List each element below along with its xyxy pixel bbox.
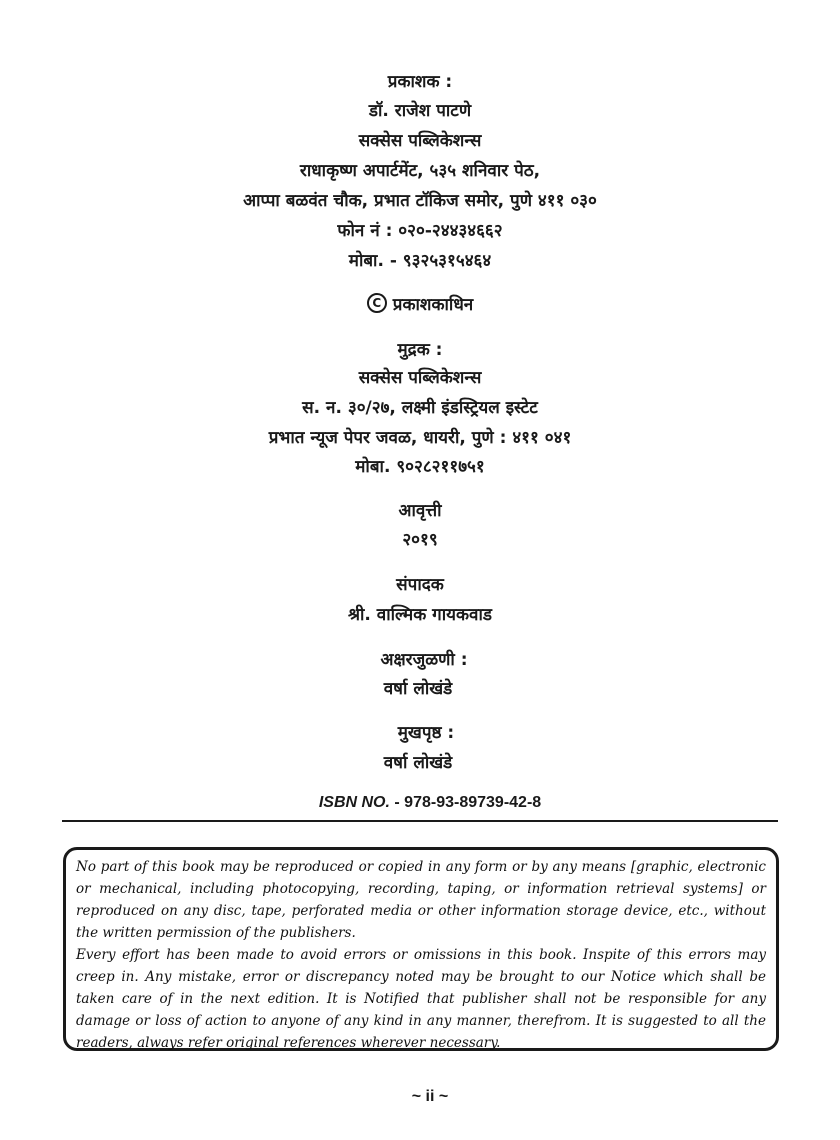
publisher-name: डॉ. राजेश पाटणे	[368, 101, 472, 121]
publisher-mobile: मोबा. - ९३२५३१५४६४	[348, 251, 492, 271]
publisher-phone: फोन नं : ०२०-२४४३४६६२	[337, 221, 503, 241]
publisher-heading: प्रकाशक :	[387, 72, 453, 92]
edition-heading: आवृत्ती	[398, 501, 442, 521]
notice-paragraph-2: Every effort has been made to avoid errors or omissions in this book. Inspite of this errors may creep in. Any mistake, error or discrepancy noted may be brought to our Notice which shall be taken care of in the next edition. It is Notified that publisher shall not be responsible for any damage or loss of action to anyone of any kind in any manner, therefrom. It is suggested to all the readers, always refer original references wherever necessary.	[76, 947, 766, 1051]
copyright-line	[0, 293, 840, 317]
divider	[62, 820, 778, 822]
typesetting-name: वर्षा लोखंडे	[383, 679, 453, 699]
cover-heading: मुखपृष्ठ :	[397, 723, 455, 743]
cover-name: वर्षा लोखंडे	[383, 753, 453, 773]
typesetting-heading: अक्षरजुळणी :	[380, 650, 468, 670]
copyright-icon: C	[367, 293, 387, 313]
edition-year: २०१९	[402, 530, 438, 550]
publisher-address-line1: राधाकृष्ण अपार्टमेंट, ५३५ शनिवार पेठ,	[299, 161, 541, 181]
editor-name: श्री. वाल्मिक गायकवाड	[347, 605, 493, 625]
printer-company: सक्सेस पब्लिकेशन्स	[358, 368, 482, 388]
publisher-address-line2: आप्पा बळवंत चौक, प्रभात टॉकिज समोर, पुणे ४११ ०३०	[243, 191, 597, 211]
printer-mobile: मोबा. ९०२८२११७५१	[355, 457, 485, 477]
isbn-value: - 978-93-89739-42-8	[394, 794, 542, 811]
printer-address-line1: स. न. ३०/२७, लक्ष्मी इंडस्ट्रियल इस्टेट	[302, 398, 538, 418]
isbn-label: ISBN NO.	[318, 794, 390, 811]
editor-heading: संपादक	[396, 575, 444, 595]
printer-heading: मुद्रक :	[397, 340, 443, 360]
notice-paragraph-1: No part of this book may be reproduced or copied in any form or by any means [graphic, electronic or mechanical, including photocopying, recording, taping, or information retrieval systems] or reproduced on any disc, tape, perforated media or other information storage device, etc., without the written permission of the publishers.	[76, 859, 766, 941]
publisher-company: सक्सेस पब्लिकेशन्स	[358, 131, 482, 151]
copyright-text: प्रकाशकाधिन	[392, 295, 474, 315]
printer-address-line2: प्रभात न्यूज पेपर जवळ, धायरी, पुणे : ४११ ०४१	[268, 428, 572, 448]
isbn-line	[0, 794, 840, 812]
page-number: ~ ii ~	[411, 1088, 449, 1105]
copyright-notice-box	[63, 847, 779, 1051]
